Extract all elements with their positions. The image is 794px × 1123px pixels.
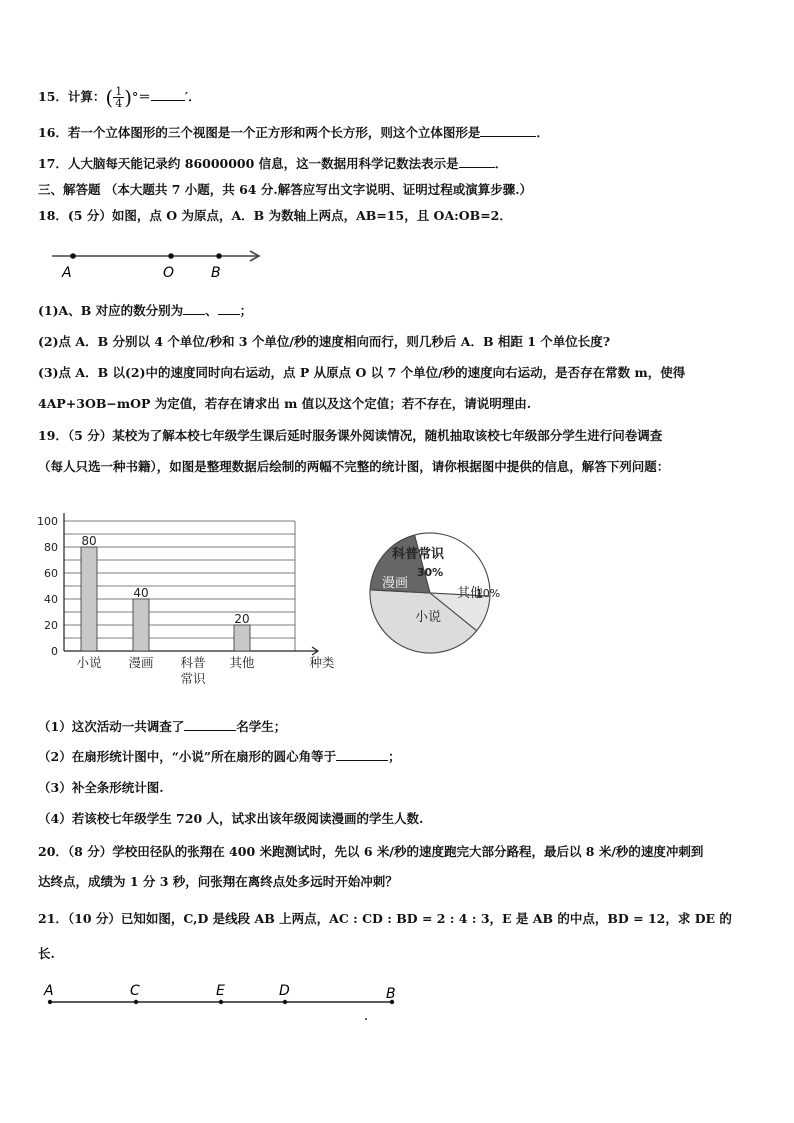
left-paren: ( bbox=[105, 85, 114, 110]
label-b: B bbox=[211, 265, 221, 281]
bar bbox=[81, 547, 97, 651]
question-21-line-2: 长. bbox=[38, 946, 55, 961]
x-tick-label: 常识 bbox=[180, 671, 206, 686]
fraction: $\frac{1}{4}$ bbox=[115, 85, 123, 110]
label-c: C bbox=[130, 983, 140, 999]
pie-label: 科普常识 bbox=[391, 547, 445, 562]
pie-label: 其他 bbox=[456, 586, 484, 601]
point-b bbox=[216, 253, 222, 259]
question-19-intro-1: 19．（5 分）某校为了解本校七年级学生课后延时服务课外阅读情况，随机抽取该校七年级部分学生进行问卷调查 bbox=[38, 428, 663, 443]
y-tick-label: 80 bbox=[44, 541, 58, 554]
segment-figure bbox=[36, 978, 406, 1022]
question-20-line-1: 20．（8 分）学校田径队的张翔在 400 米跑测试时，先以 6 米/秒的速度跑完大部分路程，最后以 8 米/秒的速度冲刺到 bbox=[38, 844, 704, 859]
point-a bbox=[48, 1000, 52, 1004]
label-b: B bbox=[386, 986, 396, 1002]
answer-blank bbox=[218, 302, 240, 315]
answer-blank bbox=[183, 302, 205, 315]
data-label: 40 bbox=[133, 586, 149, 600]
question-15: 15．计算：( $\frac{1}{4}$ )°＝ ′． bbox=[38, 85, 201, 110]
point-d bbox=[283, 1000, 287, 1004]
point-a bbox=[70, 253, 76, 259]
section-heading: 三、解答题 （本大题共 7 小题，共 64 分.解答应写出文字说明、证明过程或演算步骤.） bbox=[38, 182, 533, 197]
question-18-part-3a: (3)点 A．B 以(2)中的速度同时向右运动，点 P 从原点 O 以 7 个单位/秒的速度向右运动，是否存在常数 m，使得 bbox=[38, 365, 686, 380]
x-tick-label: 漫画 bbox=[128, 655, 154, 670]
answer-blank bbox=[184, 718, 236, 731]
bar-chart bbox=[30, 508, 350, 688]
bar bbox=[234, 625, 250, 651]
answer-blank bbox=[459, 155, 495, 168]
question-18-part-3b: 4AP+3OB−mOP 为定值，若存在请求出 m 值以及这个定值；若不存在，请说明理由. bbox=[38, 396, 532, 411]
point-e bbox=[219, 1000, 223, 1004]
y-tick-label: 40 bbox=[44, 593, 58, 606]
question-19-part-2: （2）在扇形统计图中，“小说”所在扇形的圆心角等于 ； bbox=[38, 749, 401, 764]
y-tick-label: 60 bbox=[44, 567, 58, 580]
pie-label: 漫画 bbox=[381, 576, 409, 591]
point-o bbox=[168, 253, 174, 259]
question-21-line-1: 21．（10 分）已知如图，C,D 是线段 AB 上两点，AC : CD : BD = 2 : 4 : 3，E 是 AB 的中点，BD = 12，求 DE 的 bbox=[38, 911, 732, 926]
y-tick-label: 100 bbox=[37, 515, 58, 528]
label-d: D bbox=[279, 983, 290, 999]
label-e: E bbox=[216, 983, 225, 999]
answer-blank bbox=[480, 124, 536, 137]
right-paren: ) bbox=[124, 85, 133, 110]
question-19-part-4: （4）若该校七年级学生 720 人，试求出该年级阅读漫画的学生人数. bbox=[38, 811, 424, 826]
y-tick-label: 0 bbox=[51, 645, 58, 658]
question-17: 17．人大脑每天能记录约 86000000 信息，这一数据用科学记数法表示是 ． bbox=[38, 156, 508, 171]
data-label: 20 bbox=[234, 612, 250, 626]
question-19-intro-2: （每人只选一种书籍），如图是整理数据后绘制的两幅不完整的统计图，请你根据图中提供的信息，解答下列问题： bbox=[38, 459, 670, 474]
answer-blank bbox=[336, 748, 388, 761]
pie-label: 小说 bbox=[414, 610, 442, 625]
x-tick-label: 科普 bbox=[180, 655, 206, 670]
question-16: 16．若一个立体图形的三个视图是一个正方形和两个长方形，则这个立体图形是 ． bbox=[38, 125, 549, 140]
pie-value-label: 30% bbox=[416, 566, 444, 579]
label-a: A bbox=[44, 983, 54, 999]
question-18-part-1: (1)A、B 对应的数分别为 、 ； bbox=[38, 303, 253, 318]
bar bbox=[133, 599, 149, 651]
x-tick-label: 其他 bbox=[229, 655, 255, 670]
y-tick-label: 20 bbox=[44, 619, 58, 632]
label-o: O bbox=[163, 265, 175, 281]
answer-blank bbox=[151, 88, 185, 101]
pie-chart bbox=[360, 528, 520, 658]
number-line-figure bbox=[40, 240, 280, 286]
question-18-part-2: (2)点 A．B 分别以 4 个单位/秒和 3 个单位/秒的速度相向而行，则几秒后 A．B 相距 1 个单位长度? bbox=[38, 334, 611, 349]
x-axis-label: 种类 bbox=[309, 655, 335, 670]
question-18-intro: 18．(5 分）如图，点 O 为原点，A．B 为数轴上两点，AB=15，且 OA:OB=2． bbox=[38, 208, 512, 223]
data-label: 80 bbox=[81, 534, 97, 548]
x-tick-label: 小说 bbox=[76, 655, 102, 670]
point-c bbox=[134, 1000, 138, 1004]
stray-dot bbox=[365, 1018, 367, 1020]
label-a: A bbox=[62, 265, 72, 281]
pie-value-label: 10% bbox=[475, 587, 501, 600]
question-20-line-2: 达终点，成绩为 1 分 3 秒，问张翔在离终点处多远时开始冲刺？ bbox=[38, 874, 398, 889]
question-19-part-3: （3）补全条形统计图. bbox=[38, 780, 164, 795]
question-19-part-1: （1）这次活动一共调查了 名学生； bbox=[38, 719, 287, 734]
